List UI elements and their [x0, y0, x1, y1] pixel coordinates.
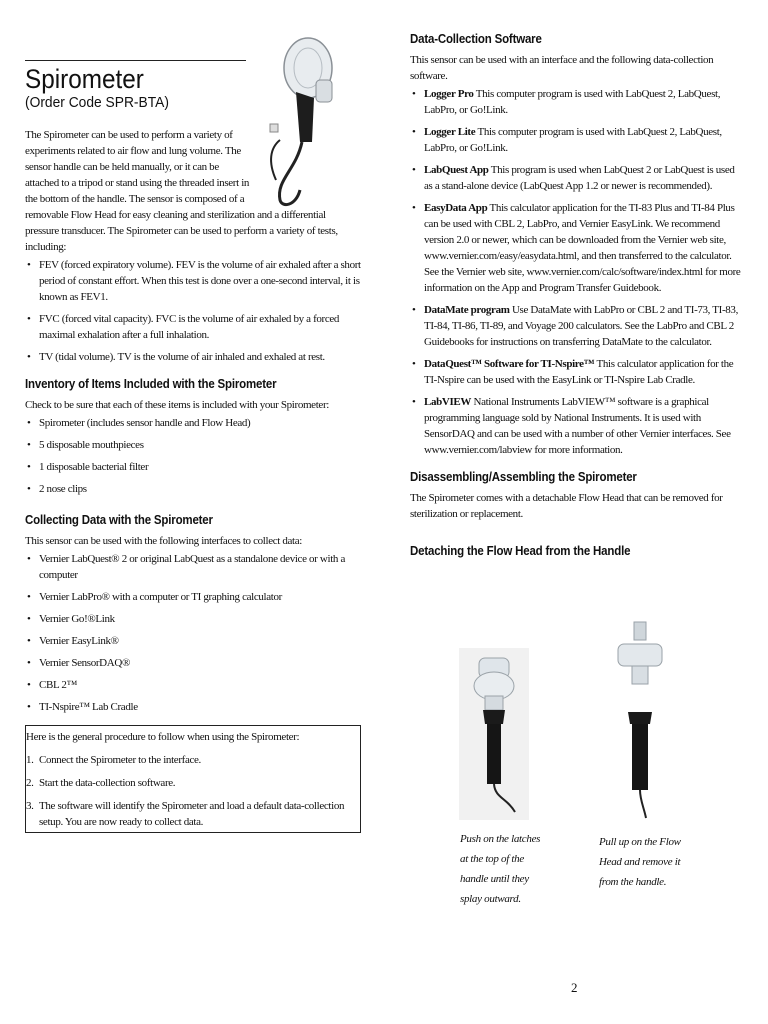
collecting-heading: Collecting Data with the Spirometer [25, 513, 213, 527]
step-number: 2. [26, 777, 34, 789]
list-item: • TV (tidal volume). TV is the volume of air inhaled and exhaled at rest. [25, 349, 361, 365]
caption-pull-flow-head: Pull up on the Flow Head and remove it from the handle. [599, 836, 681, 888]
list-item [410, 86, 745, 118]
list-item [410, 394, 745, 458]
software-heading: Data-Collection Software [410, 32, 542, 46]
software-intro: This sensor can be used with an interface and the following data-collection software. [410, 54, 714, 82]
software-desc: Use DataMate with LabPro or CBL 2 and TI-73, TI-83, TI-84, TI-86, TI-89, and Voyage 200 calculators. See the LabPro and CBL 2 Guidebooks for instructions on transferring DataMate to the calculator. [424, 304, 738, 348]
intro-text-part1: The Spirometer can be used to perform a variety of experiments related to air flow and lung volume. The sensor handle can be held manually, or it can be attached to a tripod or stand using the threaded insert in the bottom of the handle. The sensor is composed of a [25, 129, 250, 205]
list-item: • Spirometer (includes sensor handle and Flow Head) [25, 415, 361, 431]
step-text: The software will identify the Spirometer and load a default data-collection setup. You are now ready to collect data. [39, 800, 345, 828]
procedure-box [25, 725, 361, 833]
list-item [410, 124, 745, 156]
collecting-intro: This sensor can be used with the following interfaces to collect data: [25, 535, 302, 547]
step-number: 3. [26, 800, 34, 812]
software-name: EasyData App [424, 202, 488, 214]
page-number: 2 [571, 980, 578, 995]
software-desc: This computer program is used with LabQuest 2, LabQuest, LabPro, or Go!Link. [424, 126, 722, 154]
procedure-intro: Here is the general procedure to follow when using the Spirometer: [26, 731, 300, 743]
interfaces-list [25, 551, 361, 715]
software-name: LabQuest App [424, 164, 489, 176]
list-item: • TI-Nspire™ Lab Cradle [25, 699, 361, 715]
list-item: • CBL 2™ [25, 677, 361, 693]
step-text: Connect the Spirometer to the interface. [39, 754, 201, 766]
list-item [410, 200, 745, 296]
list-item: • 5 disposable mouthpieces [25, 437, 361, 453]
procedure-step [26, 752, 360, 768]
list-item: • FVC (forced vital capacity). FVC is the volume of air exhaled by a forced maximal exhalation after a full inhalation. [25, 311, 361, 343]
list-item: • FEV (forced expiratory volume). FEV is the volume of air exhaled after a short period of constant effort. When this test is done over a one-second interval, it is known as FEV1. [25, 257, 361, 305]
disassembling-heading: Disassembling/Assembling the Spirometer [410, 470, 637, 484]
order-code: (Order Code SPR-BTA) [25, 94, 169, 111]
inventory-intro: Check to be sure that each of these items is included with your Spirometer: [25, 399, 329, 411]
list-item [410, 162, 745, 194]
software-desc: This program is used when LabQuest 2 or LabQuest is used as a stand-alone device (LabQuest App 1.2 or newer is recommended). [424, 164, 735, 192]
software-desc: This calculator application for the TI-83 Plus and TI-84 Plus can be used with CBL 2, LabPro, and Vernier EasyLink. We recommend version 2.0 or newer, which can be downloaded from the Vernier web site, www.vernier.com/easy/easydata.html, and then transferred to the calculator. See the Vernier web site, www.vernier.com/calc/software/index.html for more information on the App and Program Transfer Guidebook. [424, 202, 741, 294]
spirometer-product-image [256, 30, 342, 210]
list-item: • Vernier EasyLink® [25, 633, 361, 649]
software-desc: National Instruments LabVIEW™ software is a graphical programming language sold by National Instruments. It is used with SensorDAQ and can be used with a number of other Vernier interfaces. See www.vernier.com/labview for more information. [424, 396, 731, 456]
page-title: Spirometer [25, 64, 144, 94]
disassembling-text: The Spirometer comes with a detachable Flow Head that can be removed for sterilization or replacement. [410, 492, 723, 520]
list-item: • Vernier SensorDAQ® [25, 655, 361, 671]
procedure-step [26, 775, 360, 791]
step-number: 1. [26, 754, 34, 766]
intro-text-part2: removable Flow Head for easy cleaning and sterilization and a differential pressure transducer. The Spirometer can be used to perform a variety of tests, including: [25, 209, 338, 253]
list-item: • Vernier LabQuest® 2 or original LabQuest as a standalone device or with a computer [25, 551, 361, 583]
list-item: • Vernier Go!®Link [25, 611, 361, 627]
right-column [410, 30, 745, 560]
flow-head-removed-photo [614, 620, 666, 820]
software-name: DataQuest™ Software for TI-Nspire™ [424, 358, 595, 370]
software-name: LabVIEW [424, 396, 472, 408]
list-item: • 2 nose clips [25, 481, 361, 497]
flow-head-latches-photo [459, 648, 529, 820]
software-desc: This computer program is used with LabQuest 2, LabQuest, LabPro, or Go!Link. [424, 88, 721, 116]
software-list [410, 86, 745, 458]
software-name: Logger Lite [424, 126, 476, 138]
list-item [410, 302, 745, 350]
procedure-steps [26, 752, 360, 830]
step-text: Start the data-collection software. [39, 777, 176, 789]
list-item [410, 356, 745, 388]
procedure-step [26, 798, 360, 830]
software-desc: This calculator application for the TI-Nspire can be used with the EasyLink or TI-Nspire Lab Cradle. [424, 358, 734, 386]
software-name: DataMate program [424, 304, 510, 316]
detaching-heading: Detaching the Flow Head from the Handle [410, 544, 631, 558]
list-item: • 1 disposable bacterial filter [25, 459, 361, 475]
software-name: Logger Pro [424, 88, 474, 100]
list-item: • Vernier LabPro® with a computer or TI graphing calculator [25, 589, 361, 605]
inventory-list [25, 415, 361, 497]
caption-push-latches: Push on the latches at the top of the handle until they splay outward. [460, 833, 541, 905]
tests-list [25, 257, 361, 365]
inventory-heading: Inventory of Items Included with the Spirometer [25, 377, 277, 391]
